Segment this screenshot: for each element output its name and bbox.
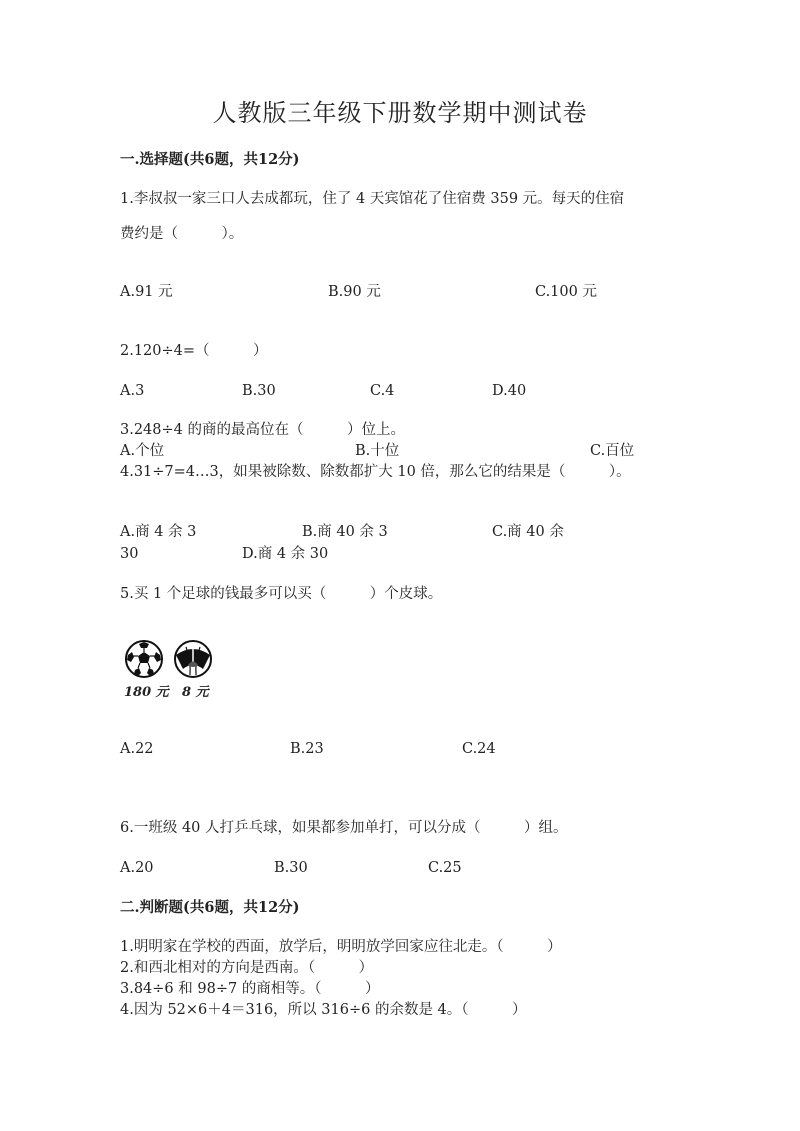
q4-option-c-continued: 30: [120, 546, 139, 562]
judgement-item-3: 3.84÷6 和 98÷7 的商相等。（ ）: [120, 981, 380, 997]
q1-option-b: B.90 元: [328, 284, 381, 300]
judgement-item-4: 4.因为 52×6＋4＝316，所以 316÷6 的余数是 4。（ ）: [120, 1002, 527, 1018]
q1-option-c: C.100 元: [535, 284, 597, 300]
beach-ball-price: 8 元: [182, 685, 209, 700]
q5-option-c: C.24: [462, 741, 496, 757]
question-6: 6.一班级 40 人打乒乓球，如果都参加单打，可以分成（ ）组。: [120, 820, 568, 836]
q6-option-c: C.25: [428, 860, 462, 876]
section-heading-choice: 一.选择题(共6题，共12分): [120, 151, 300, 168]
question-3: 3.248÷4 的商的最高位在（ ）位上。: [120, 422, 405, 438]
q6-option-a: A.20: [120, 860, 154, 876]
section-heading-judgement: 二.判断题(共6题，共12分): [120, 899, 300, 916]
question-2: 2.120÷4=（ ）: [120, 343, 268, 359]
page-title: 人教版三年级下册数学期中测试卷: [212, 99, 588, 127]
question-4: 4.31÷7=4…3，如果被除数、除数都扩大 10 倍，那么它的结果是（ ）。: [120, 464, 631, 480]
beach-ball-icon: [173, 639, 213, 679]
question-5: 5.买 1 个足球的钱最多可以买（ ）个皮球。: [120, 586, 443, 602]
q4-option-c: C.商 40 余: [492, 524, 564, 540]
judgement-item-2: 2.和西北相对的方向是西南。（ ）: [120, 960, 374, 976]
q1-option-a: A.91 元: [120, 284, 173, 300]
q4-option-d: D.商 4 余 30: [242, 546, 329, 562]
soccer-ball-price: 180 元: [124, 685, 169, 700]
soccer-ball-icon: [124, 639, 164, 679]
question-1-line-2: 费约是（ ）。: [120, 226, 244, 242]
q3-option-a: A.个位: [120, 443, 165, 459]
q5-option-a: A.22: [120, 741, 154, 757]
q4-option-a: A.商 4 余 3: [120, 524, 197, 540]
q4-option-b: B.商 40 余 3: [302, 524, 388, 540]
q3-option-c: C.百位: [590, 443, 635, 459]
q6-option-b: B.30: [274, 860, 308, 876]
q2-option-d: D.40: [492, 383, 527, 399]
q2-option-c: C.4: [370, 383, 395, 399]
question-1-line-1: 1.李叔叔一家三口人去成都玩，住了 4 天宾馆花了住宿费 359 元。每天的住宿: [120, 191, 625, 207]
judgement-item-1: 1.明明家在学校的西面，放学后，明明放学回家应往北走。（ ）: [120, 939, 562, 955]
q2-option-b: B.30: [242, 383, 276, 399]
q5-option-b: B.23: [290, 741, 324, 757]
q3-option-b: B.十位: [355, 443, 400, 459]
q2-option-a: A.3: [120, 383, 145, 399]
